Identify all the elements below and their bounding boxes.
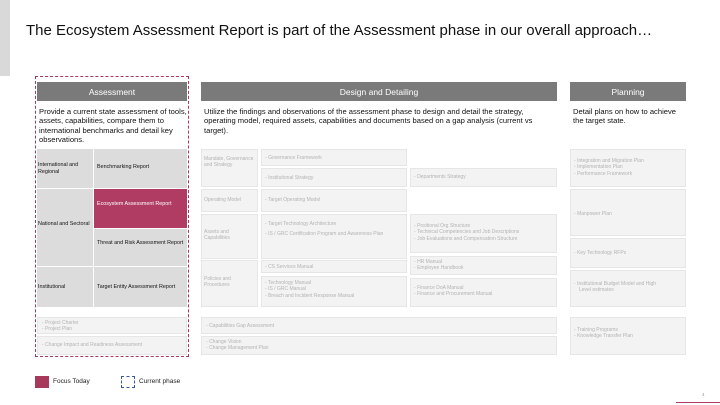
level-international [37,149,93,188]
design-cell-cs-services [261,260,407,273]
level-institutional-label: Institutional [38,284,66,290]
list-item: - Implementation Plan [574,164,623,171]
slide-title: The Ecosystem Assessment Report is part of the Assessment phase in our overall approach… [26,22,653,39]
design-row-label-mandate [201,149,258,187]
report-ecosystem-label: Ecosystem Assessment Report [97,201,172,207]
finance-procurement-text: Finance and Procurement Manual [417,291,493,298]
list-item: - IS / GRC Certification Program and Awareness Plan [265,231,384,238]
list-item: - Performance Framework [574,170,633,177]
report-target-entity [94,267,187,307]
design-cell-governance [261,149,407,166]
planning-cell-1 [570,149,686,187]
report-target-entity-label: Target Entity Assessment Report [97,284,176,290]
target-tech-arch-text: Target Technology Architecture [267,221,337,227]
list-item: - Manpower Plan [574,211,612,217]
report-ecosystem-focus [94,189,187,228]
positional-org-text: Positional Org Structure [417,223,471,229]
list-item: - Knowledge Transfer Plan [574,333,633,340]
report-benchmarking [94,149,187,188]
design-bottom-box-1 [201,317,557,334]
list-item: - Project Plan [42,326,73,333]
is-grc-manual-text: IS / GRC Manual [268,286,306,293]
design-row-label-opmodel [201,189,258,212]
change-impact-text: Change Impact and Readiness Assessment [45,342,143,348]
level-institutional [37,267,93,307]
implementation-plan-text: Implementation Plan [577,164,623,171]
legend-focus-swatch [35,376,49,388]
manpower-plan-text: Manpower Plan [577,211,612,217]
institutional-strategy-text: Institutional Strategy [268,175,314,181]
opmodel-label: Operating Model [204,197,241,203]
level-estimates-text: Level estimates [579,287,614,294]
design-cell-policies-a [261,276,407,307]
list-item: - Technology Manual [265,280,312,286]
list-item: - Finance and Procurement Manual [414,291,493,298]
list-item: - Governance Framework [265,155,322,161]
list-item: - HR Manual [414,259,443,265]
certification-program-text: IS / GRC Certification Program and Awareness Plan [268,231,384,238]
project-charter-text: Project Charter [45,320,79,326]
design-cell-dept-strategy [410,168,557,187]
list-item: - Training Programs [574,327,618,333]
design-cell-assets-a [261,214,407,259]
departments-strategy-text: Departments Strategy [417,174,466,180]
employee-handbook-text: Employee Handbook [417,265,464,272]
mandate-label: Mandate, Governance and Strategy [204,156,254,169]
design-header: Design and Detailing [201,82,557,101]
list-item: - Institutional Strategy [265,175,314,181]
list-item: - IS / GRC Manual [265,286,306,293]
governance-framework-text: Governance Framework [268,155,322,161]
assessment-header: Assessment [37,82,187,101]
level-international-label: International and Regional [38,162,79,175]
planning-header: Planning [570,82,686,101]
assessment-bottom-box-1 [37,317,187,334]
legend-phase-swatch [121,376,135,388]
project-plan-text: Project Plan [45,326,73,333]
list-item: - Technical Competencies and Job Descriptions [414,229,520,236]
report-benchmarking-label: Benchmarking Report [97,164,150,170]
design-cell-hr [410,256,557,275]
list-item: - Change Impact and Readiness Assessment [42,342,143,348]
assessment-bottom-box-2 [37,336,187,355]
design-cell-inst-strategy [261,168,407,187]
legend-focus-label: Focus Today [53,378,90,385]
list-item: - Change Vision [206,339,242,345]
legend-phase-label: Current phase [139,378,181,385]
list-item: - Capabilities Gap Assessment [206,323,275,329]
target-operating-model-text: Target Operating Model [267,197,321,203]
report-threat-risk-label: Threat and Risk Assessment Report [97,240,184,246]
finance-doa-text: Finance DoA Manual [417,285,464,291]
design-cell-policies-b [410,278,557,307]
change-vision-text: Change Vision [209,339,242,345]
training-programs-text: Training Programs [576,327,618,333]
planning-bottom-box [570,317,686,355]
design-cell-tom [261,189,407,212]
list-item: - Key Technology RFPs [574,250,627,256]
job-evaluations-text: Job Evaluations and Compensation Structure [417,235,518,242]
level-national-label: National and Sectoral [38,221,90,227]
list-item: - Target Technology Architecture [265,221,337,227]
performance-framework-text: Performance Framework [577,170,633,177]
hr-manual-text: HR Manual [417,259,443,265]
design-bottom-box-2 [201,336,557,355]
design-row-label-policies [201,260,258,307]
planning-cell-2 [570,189,686,236]
list-item: - Project Charter [42,320,79,326]
planning-description: Detail plans on how to achieve the target state. [573,107,677,126]
cs-services-manual-text: CS Services Manual [268,264,314,270]
design-cell-assets-b [410,214,557,253]
budget-model-text: Institutional Budget Model and High [577,281,657,287]
planning-cell-4 [570,270,686,307]
knowledge-transfer-text: Knowledge Transfer Plan [577,333,633,340]
technology-manual-text: Technology Manual [267,280,312,286]
list-item: - Integration and Migration Plan [574,158,644,164]
key-technology-rfps-text: Key Technology RFPs [577,250,627,256]
list-item: - Departments Strategy [414,174,466,180]
list-item: - CS Services Manual [265,264,314,270]
list-item: - Employee Handbook [414,265,464,272]
list-item: - Positional Org Structure [414,223,471,229]
left-accent-bar [0,0,10,76]
planning-cell-3 [570,238,686,268]
page-number: 4 [702,392,705,397]
design-description: Utilize the findings and observations of the assessment phase to design and detail the strategy, operating model, required assets, capabilities and documents based on a gap analysis (current vs target). [204,107,533,135]
list-item: - Institutional Budget Model and High [574,281,657,287]
list-item: - Finance DoA Manual [414,285,464,291]
tech-competencies-text: Technical Competencies and Job Descriptions [416,229,520,236]
breach-incident-text: Breach and Incident Response Manual [268,292,355,299]
report-threat-risk [94,229,187,266]
assets-label: Assets and Capabilities [204,229,230,242]
list-item: - Breach and Incident Response Manual [265,292,355,299]
footer-accent-line [676,402,720,403]
integration-plan-text: Integration and Migration Plan [577,158,644,164]
change-management-plan-text: Change Management Plan [209,345,269,352]
level-national [37,189,93,266]
policies-label: Policies and Procedures [204,276,231,289]
capabilities-gap-text: Capabilities Gap Assessment [209,323,275,329]
list-item: - Job Evaluations and Compensation Structure [414,235,518,242]
list-item: - Target Operating Model [265,197,321,203]
design-row-label-assets [201,214,258,259]
assessment-description: Provide a current state assessment of tools, assets, capabilities, compare them to international benchmarks and detail key observations. [39,107,187,145]
list-item: - Change Management Plan [206,345,269,352]
